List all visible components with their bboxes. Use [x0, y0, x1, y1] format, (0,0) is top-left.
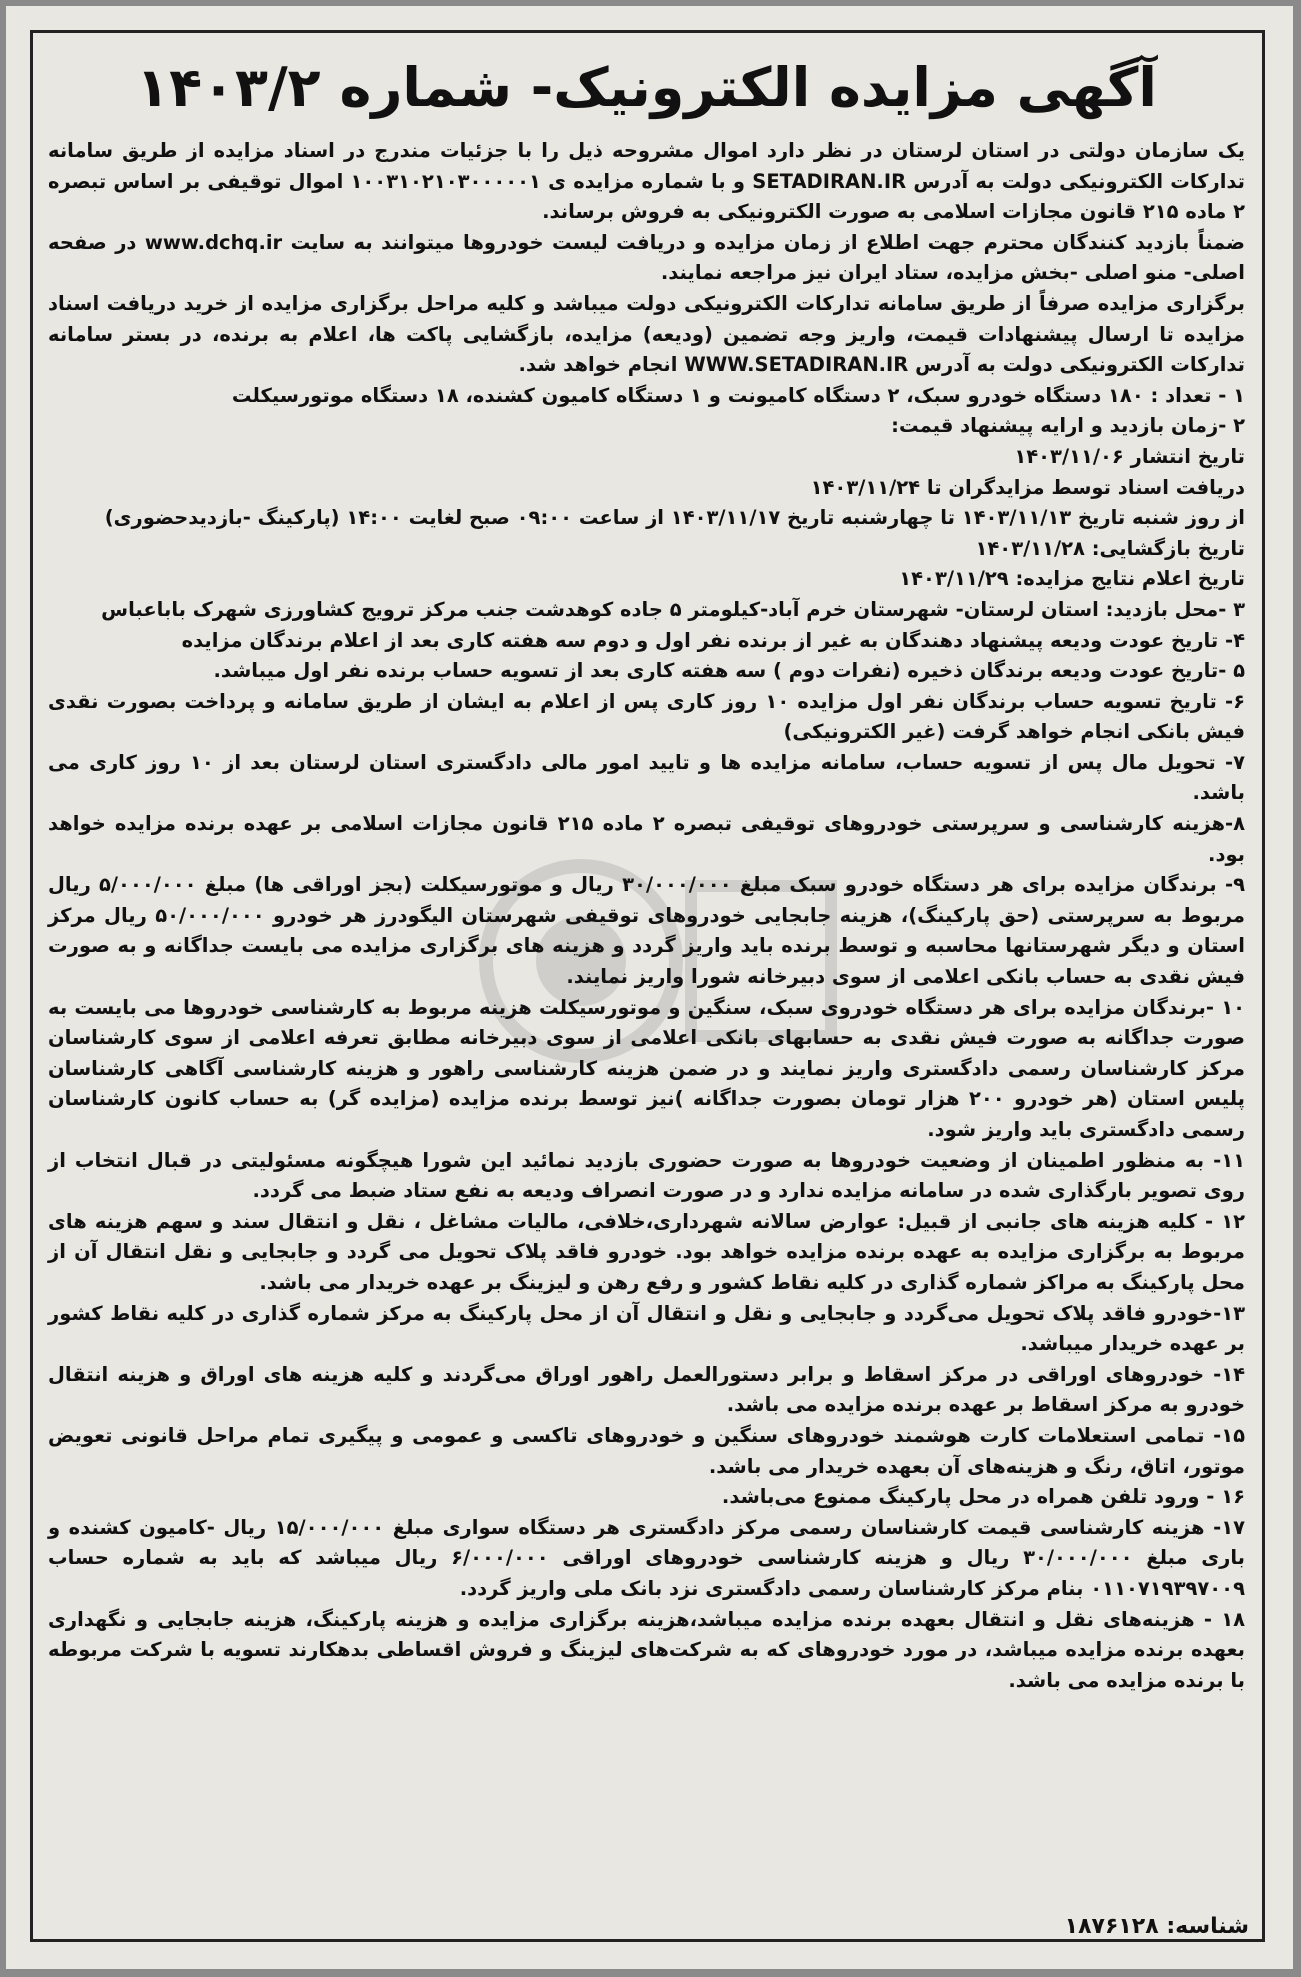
item-13-no-plate: ۱۳-خودرو فاقد پلاک تحویل می‌گردد و جابجایی و نقل و انتقال آن از محل پارکینگ به مرکز شماره گذاری در کلیه نقاط کشور بر عهده خریدار میباشد.	[48, 1301, 1245, 1356]
intro-paragraph-2: ضمناً بازدید کنندگان محترم جهت اطلاع از زمان مزایده و دریافت لیست خودروها میتوانند به سایت www.dchq.ir در صفحه اصلی- منو اصلی -بخش مزایده، ستاد ایران نیز مراجعه نمایند.	[48, 230, 1245, 285]
ad-body	[48, 48, 1245, 1696]
publish-date: تاریخ انتشار ۱۴۰۳/۱۱/۰۶	[1014, 444, 1245, 468]
ad-id-value: ۱۸۷۶۱۲۸	[1064, 1914, 1159, 1939]
item-9-winner-fees: ۹- برندگان مزایده برای هر دستگاه خودرو سبک مبلغ ۳۰/۰۰۰/۰۰۰ ریال و موتورسیکلت (بجز اوراقی ها) مبلغ ۵/۰۰۰/۰۰۰ ریال مربوط به سرپرستی (حق پارکینگ)، هزینه جابجایی خودروهای توقیفی شهرستان الیگودرز هر خودرو ۵۰/۰۰۰/۰۰۰ ریال مرکز استان و دیگر شهرستانها محاسبه و توسط برنده باید واریز گردد و هزینه های برگزاری مزایده می بایست جداگانه و به صورت فیش نقدی به حساب بانکی اعلامی از سوی دبیرخانه شورا واریز نمایند.	[48, 873, 1245, 989]
opening-date: تاریخ بازگشایی: ۱۴۰۳/۱۱/۲۸	[975, 536, 1245, 560]
item-8-expert-cost: ۸-هزینه کارشناسی و سرپرستی خودروهای توقیفی تبصره ۲ ماده ۲۱۵ قانون مجازات اسلامی بر عهده برنده مزایده خواهد بود.	[48, 812, 1246, 866]
intro-paragraph-1: یک سازمان دولتی در استان لرستان در نظر دارد اموال مشروحه ذیل را با جزئیات مندرج در اسناد مزایده از طریق سامانه تدارکات الکترونیکی دولت به آدرس SETADIRAN.IR و با شماره مزایده ی ۱۰۰۳۱۰۲۱۰۳۰۰۰۰۰۱ اموال توقیفی بر اساس تبصره ۲ ماده ۲۱۵ قانون مجازات اسلامی به صورت الکترونیکی به فروش برساند.	[48, 139, 1246, 224]
item-7-delivery: ۷- تحویل مال پس از تسویه حساب، سامانه مزایده ها و تایید امور مالی دادگستری استان لرستان بعد از ۱۰ روز کاری می باشد.	[48, 750, 1245, 805]
item-10-expert-fees: ۱۰ -برندگان مزایده برای هر دستگاه خودروی سبک، سنگین و موتورسیکلت هزینه مربوط به کارشناسی خودروها می بایست به صورت جداگانه به صورت فیش نقدی به حسابهای بانکی اعلامی از سوی دبیرخانه مطابق تعرفه اعلامی از سوی کارشناسان مرکز کارشناسان رسمی دادگستری واریز نمایند و در ضمن هزینه کارشناسی راهور و هزینه کارشناسی آگاهی کارشناسان پلیس استان (هر خودرو ۲۰۰ هزار تومان بصورت جداگانه )نیز توسط برنده مزایده (مزایده گر) به حساب کانون کارشناسان رسمی دادگستری باید واریز شود.	[48, 995, 1245, 1141]
item-2-visit-time: ۲ -زمان بازدید و ارایه پیشنهاد قیمت:	[891, 414, 1245, 438]
ad-title: آگهی مزایده الکترونیک- شماره ۱۴۰۳/۲	[136, 56, 1157, 119]
item-17-valuation-fee: ۱۷- هزینه کارشناسی قیمت کارشناسان رسمی مرکز دادگستری هر دستگاه سواری مبلغ ۱۵/۰۰۰/۰۰۰ ریال -کامیون کشنده و باری مبلغ ۳۰/۰۰۰/۰۰۰ ریال و هزینه کارشناسی خودروهای اوراقی ۶/۰۰۰/۰۰۰ ریال میباشد که باید به شماره حساب ۰۱۱۰۷۱۹۳۹۷۰۰۹ بنام مرکز کارشناسان رسمی دادگستری نزد بانک ملی واریز گردد.	[48, 1515, 1246, 1600]
item-6-settlement: ۶- تاریخ تسویه حساب برندگان نفر اول مزایده ۱۰ روز کاری پس از اعلام به ایشان از طریق سامانه و پرداخت بصورت نقدی فیش بانکی انجام خواهد گرفت (غیر الکترونیکی)	[48, 689, 1245, 744]
ad-id-label: شناسه:	[1166, 1914, 1249, 1939]
item-18-transfer-costs: ۱۸ - هزینه‌های نقل و انتقال بعهده برنده مزایده میباشد،هزینه برگزاری مزایده و هزینه پارکینگ، هزینه جابجایی و نگهداری بعهده برنده مزایده میباشد، در مورد خودروهای که به شرکت‌های لیزینگ و فروش اقساطی بدهکارند تسویه با شرکت مربوطه با برنده مزایده می باشد.	[48, 1607, 1245, 1692]
intro-paragraph-3: برگزاری مزایده صرفاً از طریق سامانه تدارکات الکترونیکی دولت میباشد و کلیه مراحل برگزاری مزایده از خرید دریافت اسناد مزایده تا ارسال پیشنهادات قیمت، واریز وجه تضمین (ودیعه) مزایده، بازگشایی پاکت ها، اعلام به برنده، در بستر سامانه تدارکات الکترونیکی دولت به آدرس WWW.SETADIRAN.IR انجام خواهد شد.	[48, 291, 1245, 377]
visit-schedule: از روز شنبه تاریخ ۱۴۰۳/۱۱/۱۳ تا چهارشنبه تاریخ ۱۴۰۳/۱۱/۱۷ از ساعت ۰۹:۰۰ صبح لغایت ۱۴:۰۰ (پارکینگ -بازدیدحضوری)	[104, 506, 1245, 530]
documents-deadline: دریافت اسناد توسط مزایدگران تا ۱۴۰۳/۱۱/۲۴	[810, 475, 1245, 499]
item-4-deposit-return: ۴- تاریخ عودت ودیعه پیشنهاد دهندگان به غیر از برنده نفر اول و دوم سه هفته کاری بعد از اعلام برندگان مزایده	[181, 628, 1245, 652]
item-16-phone-ban: ۱۶ - ورود تلفن همراه در محل پارکینگ ممنوع می‌باشد.	[721, 1485, 1245, 1509]
newspaper-clipping	[6, 6, 1293, 1969]
item-15-inquiries: ۱۵- تمامی استعلامات کارت هوشمند خودروهای سنگین و خودروهای تاکسی و عمومی و پیگیری تمام مراحل قانونی تعویض موتور، اتاق، رنگ و هزینه‌های آن بعهده خریدار می باشد.	[48, 1423, 1245, 1478]
item-14-scrap-vehicles: ۱۴- خودروهای اوراقی در مرکز اسقاط و برابر دستورالعمل راهور اوراق می‌گردند و کلیه هزینه های اوراق و هزینه انتقال خودرو به مرکز اسقاط بر عهده برنده مزایده می باشد.	[48, 1362, 1245, 1417]
item-3-visit-location: ۳ -محل بازدید: استان لرستان- شهرستان خرم آباد-کیلومتر ۵ جاده کوهدشت جنب مرکز ترویج کشاورزی شهرک باباعباس	[101, 597, 1245, 621]
item-1-count: ۱ - تعداد : ۱۸۰ دستگاه خودرو سبک، ۲ دستگاه کامیونت و ۱ دستگاه کامیون کشنده، ۱۸ دستگاه موتورسیکلت	[231, 383, 1245, 407]
results-date: تاریخ اعلام نتایج مزایده: ۱۴۰۳/۱۱/۲۹	[899, 567, 1245, 591]
item-11-inspection: ۱۱- به منظور اطمینان از وضعیت خودروها به صورت حضوری بازدید نمائید این شورا هیچگونه مسئولیتی در قبال انتخاب از روی تصویر بارگذاری شده در سامانه مزایده ندارد و در صورت انصراف ودیعه به نفع ستاد ضبط می گردد.	[48, 1148, 1245, 1203]
item-5-reserve-deposit: ۵ -تاریخ عودت ودیعه برندگان ذخیره (نفرات دوم ) سه هفته کاری بعد از تسویه حساب برنده نفر اول میباشد.	[213, 659, 1245, 683]
ad-id	[1065, 1914, 1249, 1939]
item-12-side-costs: ۱۲ - کلیه هزینه های جانبی از قبیل: عوارض سالانه شهرداری،خلافی، مالیات مشاغل ، نقل و انتقال سند و سهم هزینه های مربوط به برگزاری مزایده به عهده برنده مزایده خواهد بود. خودرو فاقد پلاک تحویل می گردد و جابجایی و نقل انتقال آن از محل پارکینگ به مراکز شماره گذاری در کلیه نقاط کشور و رفع رهن و لیزینگ بر عهده خریدار می باشد.	[48, 1209, 1245, 1294]
